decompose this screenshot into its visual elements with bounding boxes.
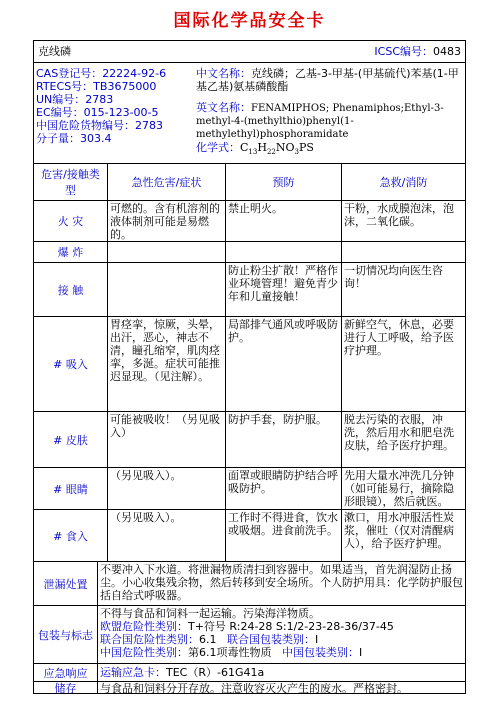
row-aid: 干粉，水成膜泡沫，泡沫，二氧化碳。 xyxy=(341,201,465,241)
packaging-line-4 xyxy=(100,646,463,659)
col-hazard-header: 急性危害/症状 xyxy=(107,164,225,200)
row-hazard xyxy=(107,242,225,262)
row-type: # 皮肤 xyxy=(53,433,88,447)
un-class-value: 6.1 xyxy=(199,633,217,646)
table-row xyxy=(34,468,465,510)
row-prevent: 禁止明火。 xyxy=(225,201,341,241)
storage-row xyxy=(34,682,465,694)
row-type: # 食入 xyxy=(53,529,88,543)
packaging-line-3 xyxy=(100,633,463,646)
storage-label: 储存 xyxy=(54,682,77,694)
row-aid: 先用大量水冲洗几分钟（如可能易行，摘除隐形眼镜），然后就医。 xyxy=(341,468,465,509)
cas-number: CAS登记号：22224-92-6 xyxy=(36,67,167,80)
eu-class-label: 欧盟危险性类别： xyxy=(100,620,188,633)
row-prevent: 局部排气通风或呼吸防护。 xyxy=(225,317,341,411)
table-row xyxy=(34,317,465,412)
rtecs-number: RTECS号：TB3675000 xyxy=(36,80,157,93)
row-hazard xyxy=(107,263,225,316)
cn-name xyxy=(196,67,462,93)
un-pack-label: 联合国包装类别： xyxy=(227,633,315,646)
emergency-row xyxy=(34,664,465,682)
table-row xyxy=(34,201,465,242)
table-row xyxy=(34,263,465,317)
row-type: # 眼睛 xyxy=(53,482,88,496)
en-name-label: 英文名称： xyxy=(196,101,251,114)
id-block xyxy=(36,67,194,145)
document-title: 国际化学品安全卡 xyxy=(173,11,326,31)
row-prevent: 工作时不得进食，饮水或吸烟。进食前洗手。 xyxy=(225,510,341,561)
row-prevent: 面罩或眼睛防护结合呼吸防护。 xyxy=(225,468,341,509)
row-hazard: 可能被吸收！（另见吸入） xyxy=(107,412,225,467)
formula-text: $C_{13}H_{22}NO_3PS$ xyxy=(240,141,314,157)
formula xyxy=(196,141,462,159)
row-hazard: 胃痉挛，惊厥，头晕，出汗，恶心，神志不清，瞳孔缩窄，肌肉痉挛，多涎。症状可能推迟显现。（见注解）。 xyxy=(107,317,225,411)
row-type: 爆 炸 xyxy=(57,246,84,259)
spill-text: 不要冲入下水道。将泄漏物质清扫到容器中。如果适当，首先润湿防止扬尘。小心收集残余物，然后转移到安全场所。个人防护用具：化学防护服包括自给式呼吸器。 xyxy=(97,562,465,605)
emergency-card-label: 运输应急卡： xyxy=(100,666,166,679)
row-aid: 新鲜空气，休息，必要进行人工呼吸，给予医疗护理。 xyxy=(341,317,465,411)
row-type: 接 触 xyxy=(57,283,84,297)
row-prevent: 防护手套，防护服。 xyxy=(225,412,341,467)
cn-class-label: 中国危险性类别： xyxy=(100,646,188,659)
packaging-row xyxy=(34,606,465,664)
icsc-label: ICSC编号： xyxy=(374,45,433,58)
cn-pack-label: 中国包装类别： xyxy=(282,646,359,659)
cn-name-label: 中文名称： xyxy=(196,67,251,80)
col-aid-header: 急救/消防 xyxy=(341,164,465,200)
cn-name-text: 克线磷；乙基-3-甲基-(甲基硫代)苯基(1-甲基乙基)氨基磷酸酯 xyxy=(196,67,459,93)
ec-number: EC编号：015-123-00-5 xyxy=(36,106,159,119)
un-number: UN编号：2783 xyxy=(36,93,114,106)
icsc-value: 0483 xyxy=(433,45,461,58)
header-row xyxy=(34,41,465,63)
row-type: 火 灾 xyxy=(57,215,84,228)
table-row xyxy=(34,510,465,562)
row-hazard: （另见吸入）。 xyxy=(107,468,225,509)
table-row xyxy=(34,412,465,468)
row-prevent xyxy=(225,242,341,262)
safety-card xyxy=(33,40,466,694)
row-hazard: （另见吸入）。 xyxy=(107,510,225,561)
row-hazard: 可燃的。含有机溶剂的液体制剂可能是易燃的。 xyxy=(107,201,225,241)
en-name xyxy=(196,101,462,141)
table-row xyxy=(34,242,465,263)
col-type-header: 危害/接触类型 xyxy=(41,168,100,197)
en-name-text: FENAMIPHOS; Phenamiphos;Ethyl-3-methyl-4-(methylthio)phenyl(1-methylethyl)phosphoramidate xyxy=(196,103,444,140)
un-class-label: 联合国危险性类别： xyxy=(100,633,199,646)
icsc-number xyxy=(374,45,461,58)
row-aid: 一切情况均向医生咨询！ xyxy=(341,263,465,316)
packaging-line-1: 不得与食品和饲料一起运输。污染海洋物质。 xyxy=(100,607,320,620)
emergency-card-value: TEC（R）-61G41a xyxy=(166,666,265,679)
formula-label: 化学式： xyxy=(196,141,240,154)
molecular-weight: 分子量：303.4 xyxy=(36,132,112,145)
cn-danger-number: 中国危险货物编号：2783 xyxy=(36,119,163,132)
cn-pack-value: I xyxy=(359,646,363,659)
spill-row xyxy=(34,562,465,606)
storage-text: 与食品和饲料分开存放。注意收容灭火产生的废水。严格密封。 xyxy=(97,682,465,694)
table-header xyxy=(34,164,465,201)
row-aid: 漱口，用水冲服活性炭浆，催吐（仅对清醒病人），给予医疗护理。 xyxy=(341,510,465,561)
spill-label: 泄漏处置 xyxy=(43,577,88,591)
row-type: # 吸入 xyxy=(53,358,88,371)
packaging-label: 包装与标志 xyxy=(38,628,93,642)
eu-class-value: T+符号 R:24-28 S:1/2-23-28-36/37-45 xyxy=(188,620,394,633)
name-block xyxy=(196,67,462,159)
packaging-text xyxy=(97,606,465,663)
chemical-name: 克线磷 xyxy=(38,45,71,58)
row-prevent: 防止粉尘扩散！严格作业环境管理！避免青少年和儿童接触！ xyxy=(225,263,341,316)
emergency-label: 应急响应 xyxy=(43,666,88,680)
emergency-text xyxy=(97,664,465,681)
row-aid: 脱去污染的衣服，冲洗，然后用水和肥皂洗皮肤，给予医疗护理。 xyxy=(341,412,465,467)
row-aid xyxy=(341,242,465,262)
un-pack-value: I xyxy=(315,633,319,646)
packaging-line-2 xyxy=(100,620,463,633)
cn-class-value: 第6.1项毒性物质 xyxy=(188,646,272,659)
col-prevent-header: 预防 xyxy=(225,164,341,200)
identifiers-row xyxy=(34,63,465,164)
